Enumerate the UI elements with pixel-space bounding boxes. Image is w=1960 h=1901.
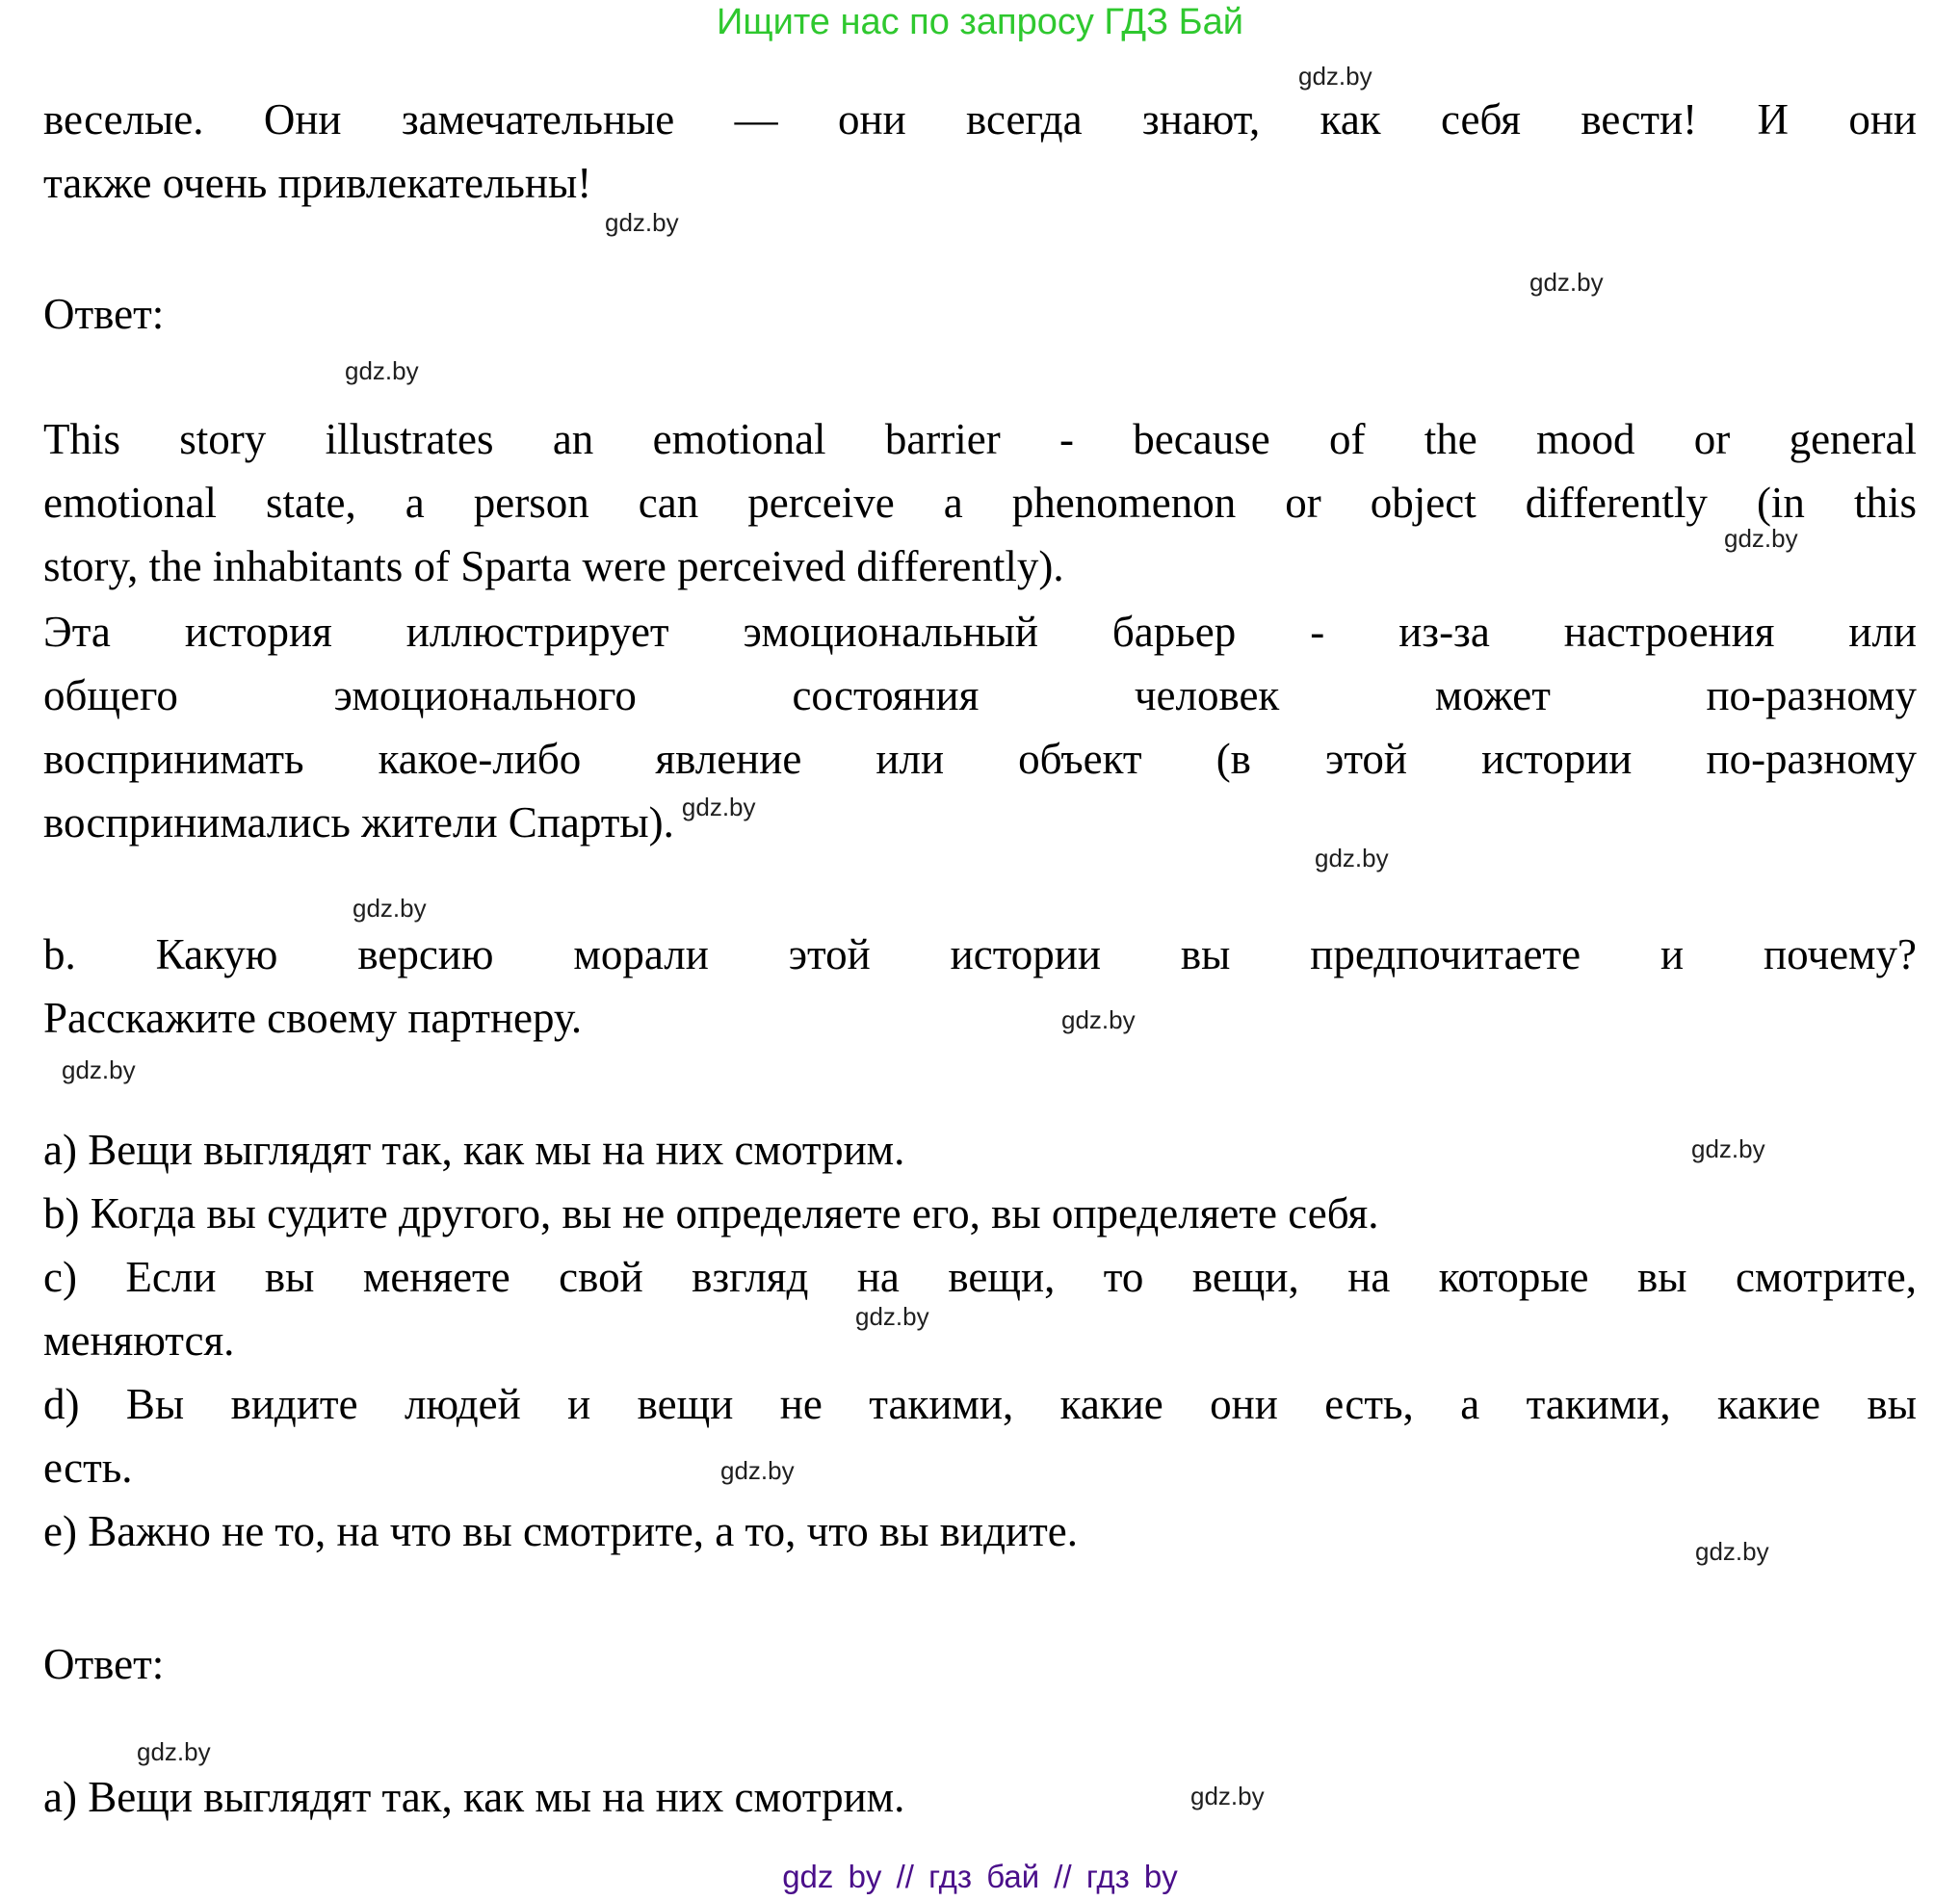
final-answer-paragraph [43, 1765, 1917, 1829]
gdz-watermark: gdz.by [353, 894, 427, 923]
list-item: a) Вещи выглядят так, как мы на них смотрим. [43, 1126, 905, 1174]
text-line: Эта история иллюстрирует эмоциональный барьер - из-за настроения или [43, 608, 1917, 656]
list-item: d) Вы видите людей и вещи не такими, какие они есть, а такими, какие вы [43, 1380, 1917, 1428]
english-answer-paragraph [43, 407, 1917, 598]
text-line: также очень привлекательны! [43, 159, 592, 207]
gdz-watermark: gdz.by [720, 1456, 795, 1485]
text-line: воспринимать какое-либо явление или объект (в этой истории по-разному [43, 735, 1917, 783]
gdz-watermark: gdz.by [1724, 524, 1798, 553]
text-line [43, 791, 1917, 854]
list-item: e) Важно не то, на что вы смотрите, а то, что вы видите. [43, 1507, 1078, 1555]
gdz-watermark: gdz.by [1298, 62, 1372, 91]
gdz-watermark: gdz.by [1315, 844, 1389, 872]
intro-paragraph [43, 88, 1917, 215]
gdz-watermark: gdz.by [855, 1302, 929, 1331]
text-line: b. Какую версию морали этой истории вы предпочитаете и почему? [43, 930, 1917, 978]
gdz-watermark: gdz.by [345, 356, 419, 385]
text-line: Расскажите своему партнеру. [43, 994, 583, 1042]
list-item: есть. [43, 1444, 133, 1492]
moral-options-list [43, 1118, 1917, 1563]
gdz-watermark: gdz.by [1061, 1005, 1136, 1034]
list-item: c) Если вы меняете свой взгляд на вещи, то вещи, на которые вы смотрите, [43, 1253, 1917, 1301]
text-line: story, the inhabitants of Sparta were perceived differently). [43, 542, 1064, 590]
gdz-watermark: gdz.by [1529, 268, 1604, 297]
text-segment: воспринимались жители Спарты). [43, 798, 674, 846]
gdz-watermark: gdz.by [1190, 1782, 1265, 1810]
task-b-paragraph [43, 923, 1917, 1050]
text-line: Ответ: [43, 1640, 165, 1688]
text-line: Ответ: [43, 290, 165, 338]
gdz-watermark: gdz.by [1691, 1134, 1765, 1163]
text-line: This story illustrates an emotional barrier - because of the mood or general [43, 415, 1917, 463]
list-item: b) Когда вы судите другого, вы не определяете его, вы определяете себя. [43, 1189, 1379, 1237]
answer-label-2 [43, 1632, 1917, 1696]
russian-answer-paragraph [43, 600, 1917, 854]
list-item: меняются. [43, 1316, 235, 1365]
gdz-watermark: gdz.by [62, 1055, 136, 1084]
gdz-watermark: gdz.by [605, 208, 679, 237]
gdz-watermark: gdz.by [681, 793, 756, 821]
promo-header: Ищите нас по запросу ГДЗ Бай [717, 2, 1243, 42]
text-line: общего эмоционального состояния человек может по-разному [43, 671, 1917, 719]
gdz-watermark: gdz.by [137, 1737, 211, 1766]
text-line: emotional state, a person can perceive a phenomenon or object differently (in this [43, 479, 1917, 527]
text-line: a) Вещи выглядят так, как мы на них смотрим. [43, 1773, 905, 1821]
text-line: веселые. Они замечательные — они всегда знают, как себя вести! И они [43, 95, 1917, 143]
footer-branding: gdz by // гдз бай // гдз by [782, 1859, 1178, 1894]
answer-label-1 [43, 282, 1917, 346]
gdz-watermark: gdz.by [1695, 1537, 1769, 1566]
